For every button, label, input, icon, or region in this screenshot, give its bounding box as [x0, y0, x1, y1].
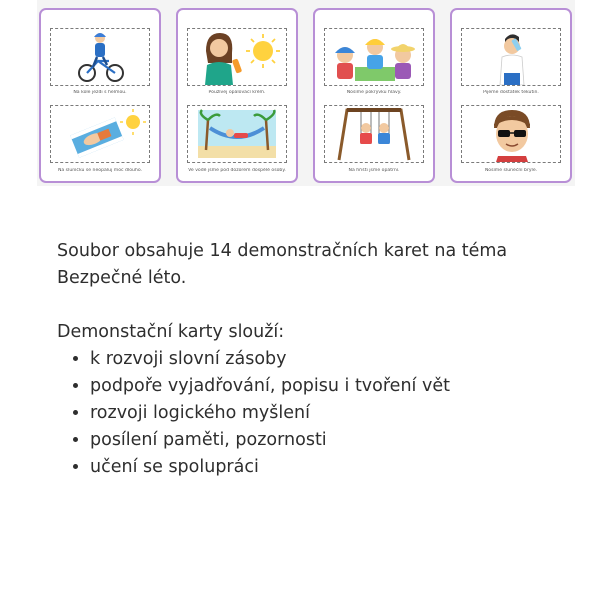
children-on-swings-icon [325, 106, 423, 162]
beach-hammock-icon [188, 106, 286, 162]
preview-strip [37, 0, 575, 186]
card-2-bottom-caption: Ve vodě jsme pod dozorem dospělé osoby. [188, 168, 286, 173]
list-item: • posílení paměti, pozornosti [90, 427, 577, 454]
list-item: • učení se spolupráci [90, 454, 577, 481]
boy-on-bicycle-icon [51, 29, 149, 85]
card-3-top-caption: Nosíme pokrývku hlavy. [346, 90, 402, 95]
card-2-bottom-panel [187, 105, 287, 163]
preview-card-3 [313, 8, 435, 183]
list-item: • k rozvoji slovní zásoby [90, 346, 577, 373]
card-3-bottom-caption: Na hřišti jsme opatrní. [348, 168, 400, 173]
card-4-bottom-panel [461, 105, 561, 163]
purpose-list [57, 346, 577, 481]
preview-card-1 [39, 8, 161, 183]
intro-line-1: Soubor obsahuje 14 demonstračních karet na téma [57, 241, 508, 261]
card-3-top-panel [324, 28, 424, 86]
card-1-top-caption: Na kole jezdi s helmou. [73, 90, 127, 95]
card-3-bottom-panel [324, 105, 424, 163]
woman-sunscreen-sun-icon [188, 29, 286, 85]
card-4-top-panel [461, 28, 561, 86]
intro-line-2: Bezpečné léto. [57, 268, 187, 288]
list-item: • rozvoji logického myšlení [90, 400, 577, 427]
preview-card-4 [450, 8, 572, 183]
beach-towel-sun-icon [51, 106, 149, 162]
card-4-top-caption: Pijeme dostatek tekutin. [483, 90, 539, 95]
card-2-top-panel [187, 28, 287, 86]
description [57, 238, 577, 481]
children-wearing-hats-icon [325, 29, 423, 85]
boy-drinking-water-icon [462, 29, 560, 85]
card-2-top-caption: Používej opalovací krém. [208, 90, 266, 95]
card-4-bottom-caption: Nosíme sluneční brýle. [484, 168, 538, 173]
card-1-bottom-panel [50, 105, 150, 163]
list-item: • podpoře vyjadřování, popisu i tvoření vět [90, 373, 577, 400]
purpose-heading: Demonstační karty slouží: [57, 322, 285, 342]
card-1-top-panel [50, 28, 150, 86]
card-1-bottom-caption: Na sluníčku se neopaluj moc dlouho. [57, 168, 143, 173]
preview-card-2 [176, 8, 298, 183]
boy-sunglasses-icon [462, 106, 560, 162]
